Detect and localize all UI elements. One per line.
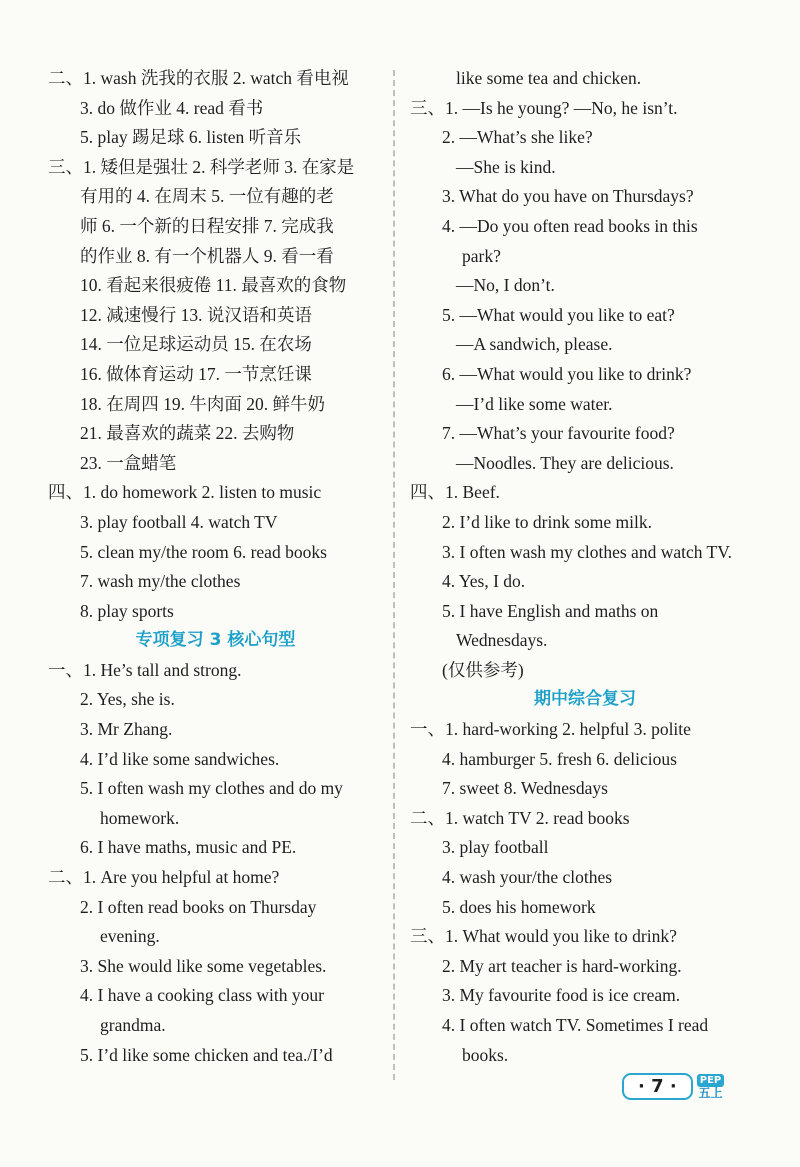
answer-line: 二、1. wash 洗我的衣服 2. watch 看电视 (48, 68, 349, 88)
answer-line: 5. clean my/the room 6. read books (80, 541, 327, 562)
answer-line: 四、1. Beef. (410, 482, 500, 503)
answer-line: 三、1. —Is he young? —No, he isn’t. (410, 97, 678, 118)
answer-line: 4. I’d like some sandwiches. (80, 748, 280, 769)
answer-line: —She is kind. (456, 156, 556, 177)
answer-line: 二、1. watch TV 2. read books (410, 807, 630, 828)
answer-line: 12. 减速慢行 13. 说汉语和英语 (80, 304, 312, 325)
answer-line: 5. does his homework (442, 896, 596, 917)
answer-line: 二、1. Are you helpful at home? (48, 867, 280, 888)
answer-line: 8. play sports (80, 600, 174, 621)
answer-line: grandma. (100, 1015, 166, 1035)
answer-line: 3. I often wash my clothes and watch TV. (442, 541, 732, 562)
answer-line: —Noodles. They are delicious. (456, 452, 674, 473)
answer-line: 10. 看起来很疲倦 11. 最喜欢的食物 (80, 275, 347, 296)
answer-line: 3. My favourite food is ice cream. (442, 985, 681, 1006)
answer-line: —No, I don’t. (456, 275, 555, 296)
answer-line: evening. (100, 926, 160, 947)
answer-line: 16. 做体育运动 17. 一节烹饪课 (80, 363, 312, 384)
answer-line: 21. 最喜欢的蔬菜 22. 去购物 (80, 423, 295, 444)
answer-line: park? (462, 245, 501, 266)
answer-line: —A sandwich, please. (456, 334, 613, 355)
answer-line: 18. 在周四 19. 牛肉面 20. 鲜牛奶 (80, 393, 325, 414)
answer-line: 4. I often watch TV. Sometimes I read (442, 1015, 709, 1035)
answer-line: 2. I’d like to drink some milk. (442, 511, 652, 532)
answer-line: 有用的 4. 在周末 5. 一位有趣的老 (80, 186, 334, 207)
edition-badge (697, 1074, 725, 1100)
answer-line: 7. —What’s your favourite food? (442, 423, 675, 444)
section-heading: 期中综合复习 (534, 689, 636, 710)
answer-line: 3. do 做作业 4. read 看书 (80, 97, 264, 118)
answer-line: 4. I have a cooking class with your (80, 985, 324, 1006)
answer-line: 2. I often read books on Thursday (80, 896, 317, 917)
section-heading: 专项复习 3 核心句型 (135, 630, 296, 651)
column-divider (393, 70, 395, 1080)
answer-line: 5. I’d like some chicken and tea./I’d (80, 1044, 333, 1065)
page-number: · 7 · (622, 1073, 693, 1100)
answer-line: 4. Yes, I do. (442, 571, 526, 592)
edition-badge-top: PEP (697, 1074, 725, 1087)
answer-line: 6. I have maths, music and PE. (80, 837, 297, 858)
answer-line: 一、1. He’s tall and strong. (48, 659, 242, 680)
answer-line: 4. wash your/the clothes (442, 867, 613, 888)
answer-line: 5. I often wash my clothes and do my (80, 778, 343, 799)
right-column (410, 64, 760, 1070)
answer-line: 四、1. do homework 2. listen to music (48, 482, 322, 503)
answer-line: 5. I have English and maths on (442, 600, 659, 621)
answer-line: 3. Mr Zhang. (80, 719, 173, 740)
answer-line: 3. She would like some vegetables. (80, 955, 327, 976)
answer-line: 三、1. What would you like to drink? (410, 926, 677, 947)
answer-line: 23. 一盒蜡笔 (80, 452, 177, 473)
answer-line: (仅供参考) (442, 659, 524, 680)
answer-line: 2. —What’s she like? (442, 127, 593, 148)
answer-line: 6. —What would you like to drink? (442, 363, 692, 384)
answer-line: 4. hamburger 5. fresh 6. delicious (442, 748, 677, 769)
answer-line: —I’d like some water. (456, 393, 613, 414)
answer-line: 的作业 8. 有一个机器人 9. 看一看 (80, 245, 334, 266)
answer-line: 师 6. 一个新的日程安排 7. 完成我 (80, 215, 334, 236)
answer-line: 三、1. 矮但是强壮 2. 科学老师 3. 在家是 (48, 156, 355, 177)
edition-badge-bottom: 五上 (698, 1085, 723, 1100)
answer-line: 5. —What would you like to eat? (442, 304, 675, 325)
page-footer (622, 1073, 724, 1100)
answer-line: 5. play 踢足球 6. listen 听音乐 (80, 127, 302, 148)
left-column (48, 64, 383, 1070)
answer-line: 14. 一位足球运动员 15. 在农场 (80, 334, 312, 355)
answer-line: 4. —Do you often read books in this (442, 215, 698, 236)
answer-line: 一、1. hard-working 2. helpful 3. polite (410, 719, 691, 740)
answer-line: like some tea and chicken. (456, 68, 642, 88)
answer-line: 7. wash my/the clothes (80, 571, 241, 592)
answer-line: 3. play football (442, 837, 549, 858)
answer-line: 7. sweet 8. Wednesdays (442, 778, 608, 799)
answer-line: 3. play football 4. watch TV (80, 511, 278, 532)
answer-line: 3. What do you have on Thursdays? (442, 186, 694, 207)
answer-line: books. (462, 1044, 509, 1065)
answer-line: 2. Yes, she is. (80, 689, 175, 710)
answer-line: Wednesdays. (456, 630, 548, 651)
answer-line: 2. My art teacher is hard-working. (442, 955, 682, 976)
answer-line: homework. (100, 807, 180, 828)
